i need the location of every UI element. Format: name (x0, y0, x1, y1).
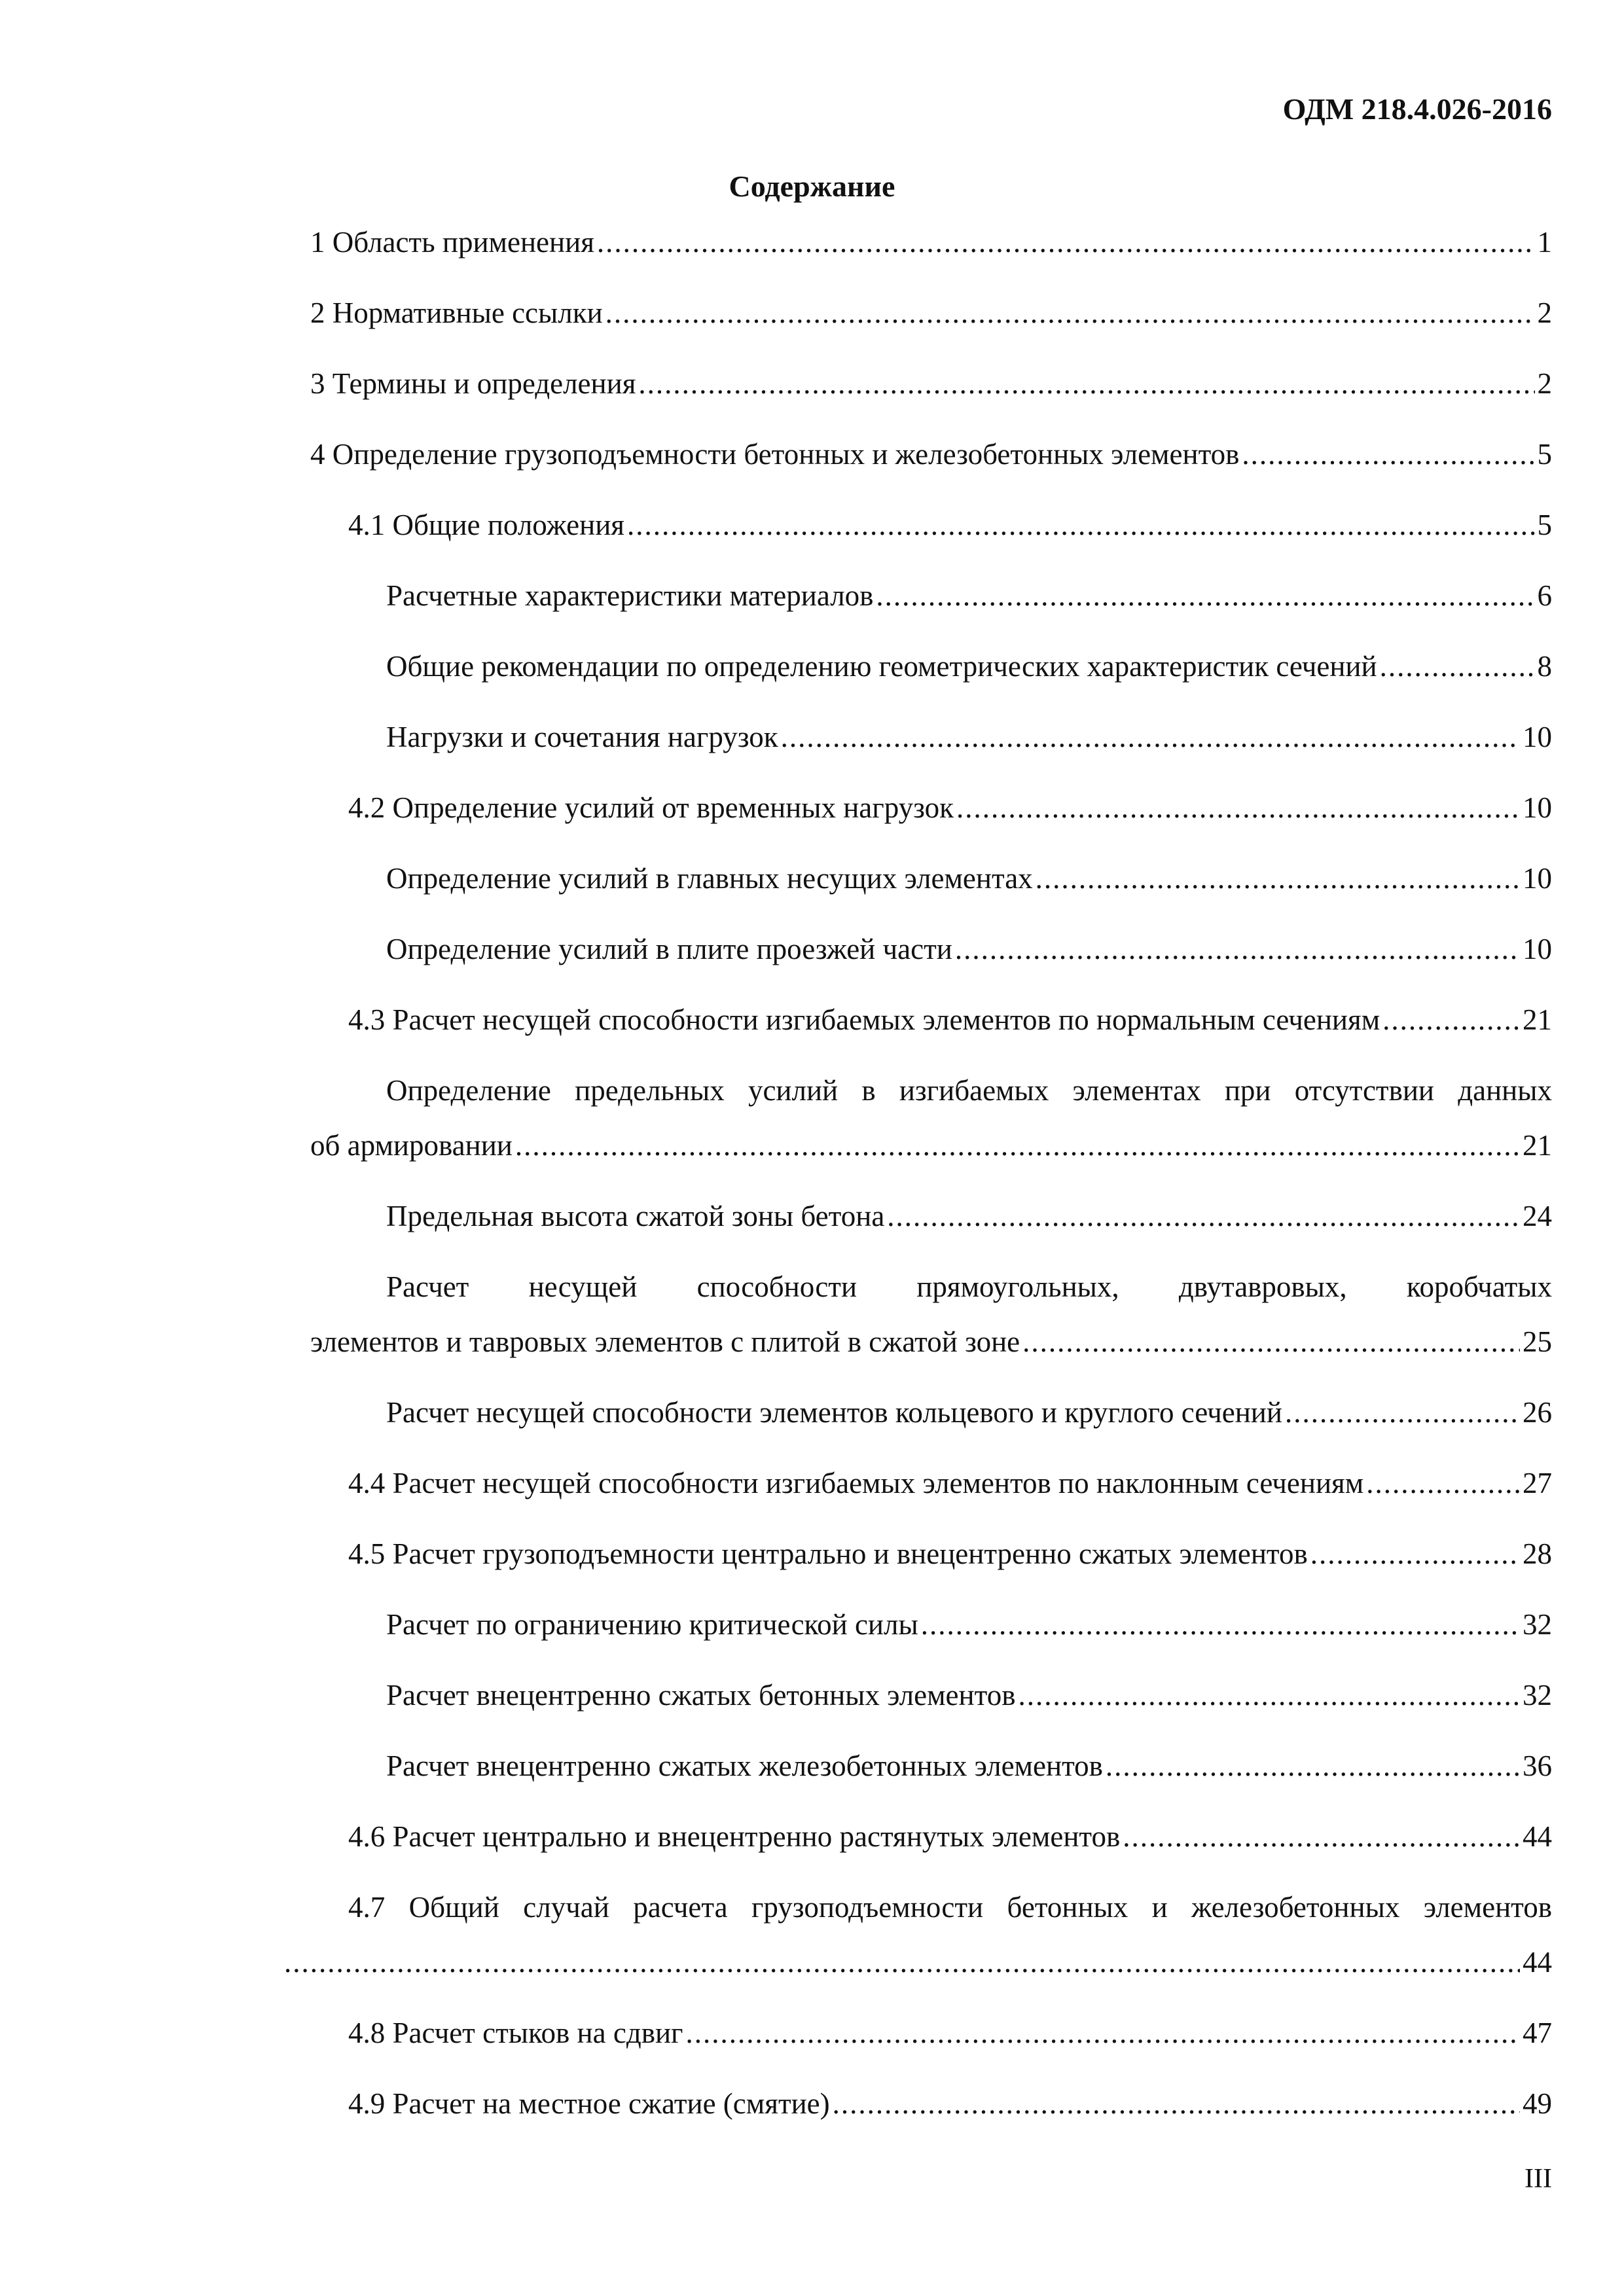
toc-entry-page: 24 (1523, 1200, 1552, 1232)
leader-dots (1106, 1748, 1520, 1784)
toc-entry-label: 4.2 Определение усилий от временных нагрузок (348, 791, 954, 824)
toc-entry-page: 26 (1523, 1396, 1552, 1429)
toc-entry[interactable] (348, 789, 1552, 826)
leader-dots (284, 1944, 1520, 1981)
toc-entry[interactable] (310, 1072, 1552, 1164)
leader-dots (1366, 1465, 1520, 1501)
toc-entry-label: Расчет внецентренно сжатых бетонных элементов (386, 1679, 1016, 1712)
toc-entry-label: Нагрузки и сочетания нагрузок (386, 721, 778, 753)
toc-entry-page: 49 (1523, 2087, 1552, 2120)
toc-entry-page: 10 (1523, 862, 1552, 895)
toc-entry-page: 28 (1523, 1537, 1552, 1570)
leader-dots (1285, 1394, 1520, 1431)
toc-entry[interactable] (386, 1677, 1552, 1713)
toc-entry-page: 6 (1537, 579, 1552, 612)
leader-dots (1022, 1323, 1520, 1360)
toc-entry-page: 47 (1523, 2017, 1552, 2049)
toc-entry[interactable] (348, 1001, 1552, 1038)
leader-dots (781, 719, 1520, 755)
leader-dots (1310, 1535, 1520, 1572)
leader-dots (1123, 1818, 1520, 1855)
leader-dots (1036, 860, 1520, 897)
leader-dots (515, 1127, 1520, 1164)
toc-entry-label: Определение усилий в главных несущих элементах (386, 862, 1033, 895)
toc-entry-label: 4.5 Расчет грузоподъемности центрально и внецентренно сжатых элементов (348, 1537, 1308, 1570)
toc-entry[interactable] (348, 1535, 1552, 1572)
toc-entry-page: 27 (1523, 1467, 1552, 1499)
leader-dots (597, 224, 1535, 260)
toc-entry-page: 21 (1523, 1003, 1552, 1036)
toc-entry-page: 21 (1523, 1129, 1552, 1162)
toc-entry[interactable] (386, 931, 1552, 967)
leader-dots (955, 931, 1520, 967)
toc-entry-page: 2 (1537, 296, 1552, 329)
toc-entry-page: 25 (1523, 1325, 1552, 1358)
document-code: ОДМ 218.4.026-2016 (1282, 92, 1552, 126)
toc-entry[interactable] (348, 2085, 1552, 2122)
toc-entry[interactable] (386, 577, 1552, 614)
toc-entry-page: 5 (1537, 509, 1552, 541)
page-number: III (1525, 2164, 1552, 2194)
toc-entry[interactable] (310, 295, 1552, 331)
toc-entry[interactable] (348, 1465, 1552, 1501)
leader-dots (1380, 648, 1535, 685)
toc-entry-page: 5 (1537, 438, 1552, 471)
leader-dots (1382, 1001, 1520, 1038)
leader-dots (686, 2015, 1520, 2051)
toc-entry[interactable] (281, 1889, 1552, 1981)
toc-entry[interactable] (348, 507, 1552, 543)
toc-entry-page: 32 (1523, 1608, 1552, 1641)
leader-dots (605, 295, 1535, 331)
leader-dots (627, 507, 1534, 543)
toc-entry-label: 4.6 Расчет центрально и внецентренно растянутых элементов (348, 1820, 1121, 1853)
toc-entry-label: 1 Область применения (310, 226, 594, 259)
toc-entry[interactable] (386, 1198, 1552, 1234)
toc-entry-page: 10 (1523, 791, 1552, 824)
toc-entry-page: 10 (1523, 721, 1552, 753)
toc-entry-page: 36 (1523, 1749, 1552, 1782)
toc-entry[interactable] (386, 648, 1552, 685)
toc-entry-label: Расчет внецентренно сжатых железобетонных элементов (386, 1749, 1103, 1782)
toc-entry-label: Расчетные характеристики материалов (386, 579, 874, 612)
toc-entry-page: 44 (1523, 1820, 1552, 1853)
toc-entry-label: 4.1 Общие положения (348, 509, 625, 541)
toc-entry-page: 44 (1523, 1946, 1552, 1979)
toc-entry-page: 2 (1537, 367, 1552, 400)
toc-entry-label: 4 Определение грузоподъемности бетонных и железобетонных элементов (310, 438, 1240, 471)
toc-entry-label: Расчет несущей способности прямоугольных, двутавровых, коробчатых (386, 1270, 1552, 1303)
toc-entry[interactable] (386, 1748, 1552, 1784)
toc-entry-page: 1 (1537, 226, 1552, 259)
toc-entry[interactable] (348, 2015, 1552, 2051)
toc-entry-label: 2 Нормативные ссылки (310, 296, 603, 329)
toc-entry[interactable] (310, 436, 1552, 473)
leader-dots (638, 365, 1534, 402)
toc-entry-page: 10 (1523, 933, 1552, 965)
toc-entry-label: Расчет по ограничению критической силы (386, 1608, 918, 1641)
leader-dots (921, 1606, 1520, 1643)
toc-entry[interactable] (310, 224, 1552, 260)
toc-entry-label: 4.3 Расчет несущей способности изгибаемых элементов по нормальным сечениям (348, 1003, 1380, 1036)
toc-entry-label: Общие рекомендации по определению геометрических характеристик сечений (386, 650, 1377, 683)
toc-entry-label: Определение предельных усилий в изгибаемых элементах при отсутствии данных (386, 1074, 1552, 1107)
toc-title: Содержание (729, 170, 895, 203)
toc-entry[interactable] (386, 1394, 1552, 1431)
toc-entry[interactable] (348, 1818, 1552, 1855)
toc-entry[interactable] (310, 365, 1552, 402)
toc-entry[interactable] (386, 1606, 1552, 1643)
toc-entry[interactable] (386, 860, 1552, 897)
toc-entry-label: 4.9 Расчет на местное сжатие (смятие) (348, 2087, 830, 2120)
toc-entry[interactable] (310, 1268, 1552, 1360)
leader-dots (1242, 436, 1534, 473)
leader-dots (833, 2085, 1520, 2122)
leader-dots (876, 577, 1534, 614)
toc-entry-label: 3 Термины и определения (310, 367, 636, 400)
toc-entry-label: Расчет несущей способности элементов кольцевого и круглого сечений (386, 1396, 1282, 1429)
toc-entry-label: Предельная высота сжатой зоны бетона (386, 1200, 885, 1232)
toc-entry[interactable] (386, 719, 1552, 755)
toc-entry-label: 4.8 Расчет стыков на сдвиг (348, 2017, 683, 2049)
leader-dots (956, 789, 1520, 826)
toc-entry-page: 8 (1537, 650, 1552, 683)
leader-dots (887, 1198, 1520, 1234)
toc-entry-label-continued: элементов и тавровых элементов с плитой в сжатой зоне (310, 1325, 1020, 1358)
leader-dots (1018, 1677, 1520, 1713)
toc-entry-label: Определение усилий в плите проезжей части (386, 933, 952, 965)
toc-entry-page: 32 (1523, 1679, 1552, 1712)
toc-entry-label-continued: об армировании (310, 1129, 513, 1162)
toc-entry-label: 4.4 Расчет несущей способности изгибаемых элементов по наклонным сечениям (348, 1467, 1364, 1499)
toc-entry-label: 4.7 Общий случай расчета грузоподъемности бетонных и железобетонных элементов (348, 1891, 1552, 1924)
